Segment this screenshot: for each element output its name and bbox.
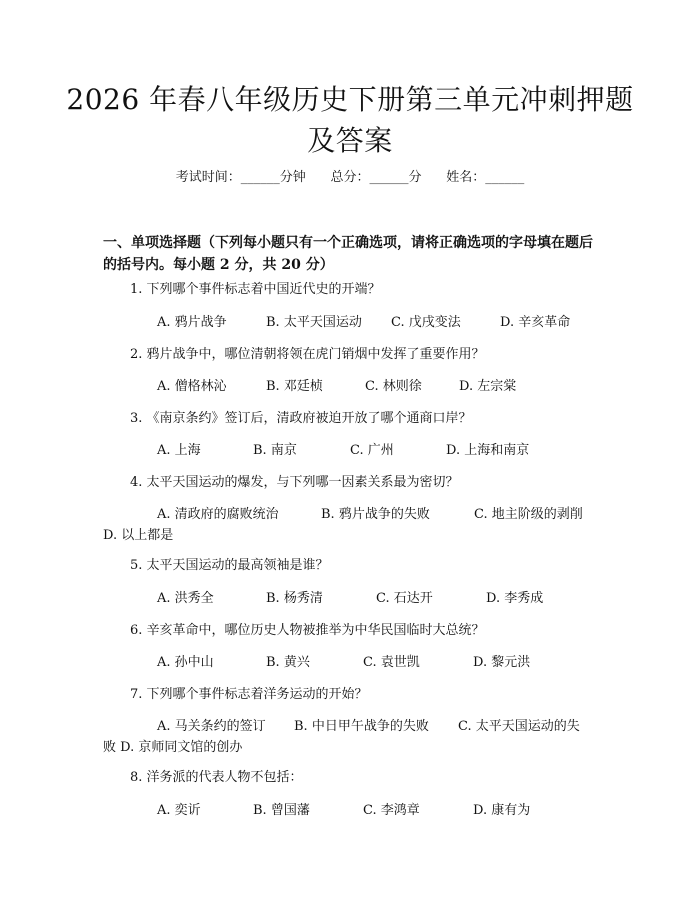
option-a: A. 上海 — [157, 443, 201, 458]
question-6-text: 6. 辛亥革命中，哪位历史人物被推举为中华民国临时大总统？ — [130, 623, 485, 638]
question-3-text: 3. 《南京条约》签订后，清政府被迫开放了哪个通商口岸？ — [130, 411, 472, 426]
option-c: C. 林则徐 — [365, 379, 422, 394]
option-d: D. 康有为 — [473, 803, 531, 818]
option-b: B. 太平天国运动 — [266, 315, 362, 330]
section-heading-line-2: 的括号内。每小题 2 分，共 20 分） — [103, 257, 334, 273]
option-a: A. 鸦片战争 — [157, 315, 227, 330]
option-a: A. 孙中山 — [157, 655, 214, 670]
option-a: A. 奕䜣 — [157, 803, 201, 818]
question-2-text: 2. 鸦片战争中，哪位清朝将领在虎门销烟中发挥了重要作用？ — [130, 347, 485, 362]
option-b: B. 鸦片战争的失败 — [321, 507, 430, 522]
question-4-option-d: D. 以上都是 — [103, 528, 174, 543]
question-5-text: 5. 太平天国运动的最高领袖是谁？ — [130, 558, 329, 573]
option-c: C. 广州 — [350, 443, 394, 458]
option-b: B. 邓廷桢 — [266, 379, 323, 394]
document-title-line-2: 及答案 — [307, 124, 393, 157]
question-7-text: 7. 下列哪个事件标志着洋务运动的开始？ — [130, 687, 368, 702]
section-heading-line-1: 一、单项选择题（下列每小题只有一个正确选项，请将正确选项的字母填在题后 — [103, 235, 593, 251]
option-a: A. 僧格林沁 — [157, 379, 227, 394]
option-d: D. 左宗棠 — [459, 379, 517, 394]
option-d: D. 黎元洪 — [473, 655, 531, 670]
question-8-text: 8. 洋务派的代表人物不包括： — [130, 770, 303, 785]
option-a: A. 洪秀全 — [157, 591, 214, 606]
option-b: B. 杨秀清 — [266, 591, 323, 606]
question-4-text: 4. 太平天国运动的爆发，与下列哪一因素关系最为密切？ — [130, 475, 459, 490]
option-a: A. 清政府的腐败统治 — [157, 507, 279, 522]
question-1-text: 1. 下列哪个事件标志着中国近代史的开端？ — [130, 282, 381, 297]
option-c: C. 戊戌变法 — [391, 315, 461, 330]
question-7-continuation: 败 D. 京师同文馆的创办 — [103, 740, 243, 755]
exam-info-line: 考试时间：______分钟 总分：______分 姓名：______ — [175, 170, 525, 185]
document-title-line-1: 2026 年春八年级历史下册第三单元冲刺押题 — [66, 83, 634, 116]
option-b: B. 南京 — [253, 443, 297, 458]
option-c: C. 袁世凯 — [363, 655, 420, 670]
option-d: D. 上海和南京 — [446, 443, 530, 458]
option-c: C. 地主阶级的剥削 — [474, 507, 583, 522]
option-d: D. 辛亥革命 — [500, 315, 571, 330]
option-c: C. 石达开 — [376, 591, 433, 606]
option-d: D. 李秀成 — [486, 591, 544, 606]
option-b: B. 中日甲午战争的失败 — [294, 719, 429, 734]
option-c: C. 李鸿章 — [363, 803, 420, 818]
option-a: A. 马关条约的签订 — [157, 719, 266, 734]
option-c: C. 太平天国运动的失 — [458, 719, 580, 734]
option-b: B. 曾国藩 — [253, 803, 310, 818]
option-b: B. 黄兴 — [266, 655, 310, 670]
